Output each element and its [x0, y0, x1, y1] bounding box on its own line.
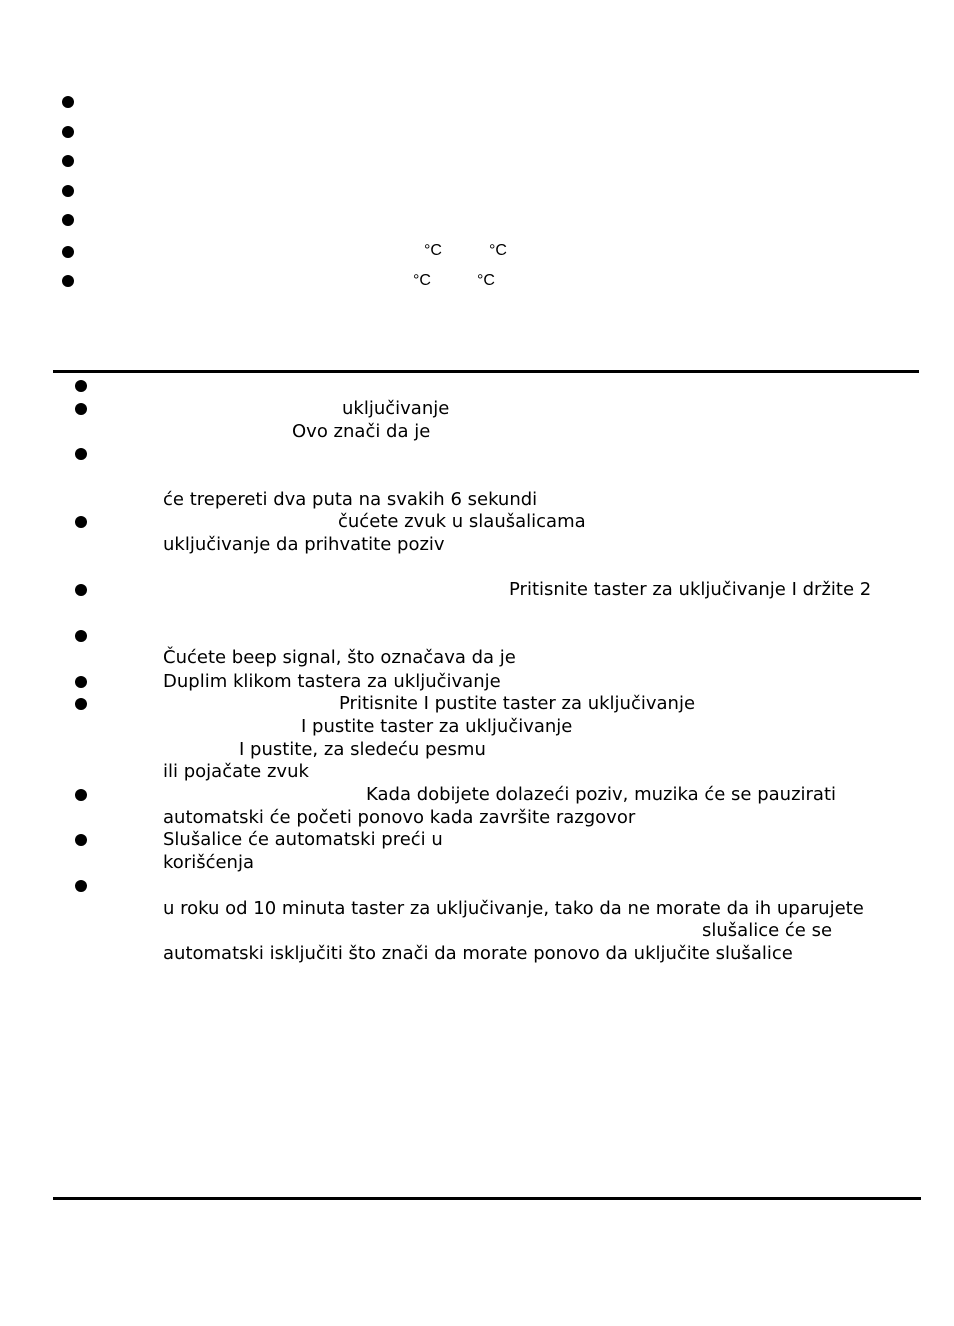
spec-bullet-3	[62, 155, 74, 167]
instruction-bullet-8	[75, 698, 87, 710]
instruction-3-line-2: će trepereti dva puta na svakih 6 sekundi	[163, 489, 538, 510]
instruction-5-line-1: Pritisnite taster za uključivanje I držite 2	[509, 579, 872, 600]
instruction-8-line-1: Pritisnite I pustite taster za uključivanje	[339, 693, 696, 714]
instruction-2-line-2: Ovo znači da je	[292, 421, 431, 442]
instruction-8-line-4: ili pojačate zvuk	[163, 761, 309, 782]
instruction-4-line-1: čućete zvuk u slaušalicama	[338, 511, 586, 532]
section-divider-top	[53, 370, 919, 373]
instruction-7-line-1: Duplim klikom tastera za uključivanje	[163, 671, 501, 692]
spec-row6-unit-b: °C	[489, 242, 507, 259]
spec-bullet-7	[62, 275, 74, 287]
spec-bullet-2	[62, 126, 74, 138]
spec-row7-unit-b: °C	[477, 272, 495, 289]
instruction-bullet-6	[75, 630, 87, 642]
instruction-8-line-2: I pustite taster za uključivanje	[301, 716, 573, 737]
instruction-bullet-3	[75, 448, 87, 460]
instruction-11-line-4: automatski isključiti što znači da morate ponovo da uključite slušalice	[163, 943, 793, 964]
instruction-6-line-2: Čućete beep signal, što označava da je	[163, 647, 516, 668]
instruction-8-line-3: I pustite, za sledeću pesmu	[239, 739, 486, 760]
instruction-11-line-3: slušalice će se	[702, 920, 833, 941]
spec-bullet-6	[62, 246, 74, 258]
instruction-bullet-5	[75, 584, 87, 596]
spec-bullet-1	[62, 96, 74, 108]
instruction-bullet-9	[75, 789, 87, 801]
instruction-10-line-2: korišćenja	[163, 852, 254, 873]
instruction-bullet-11	[75, 880, 87, 892]
instruction-11-line-2: u roku od 10 minuta taster za uključivanje, tako da ne morate da ih uparujete	[163, 898, 864, 919]
spec-bullet-4	[62, 185, 74, 197]
instruction-2-line-1: uključivanje	[342, 398, 450, 419]
instruction-bullet-4	[75, 516, 87, 528]
instruction-9-line-2: automatski će početi ponovo kada završite razgovor	[163, 807, 636, 828]
instruction-9-line-1: Kada dobijete dolazeći poziv, muzika će se pauzirati	[366, 784, 837, 805]
instruction-4-line-2: uključivanje da prihvatite poziv	[163, 534, 445, 555]
instruction-bullet-1	[75, 380, 87, 392]
instruction-bullet-10	[75, 834, 87, 846]
section-divider-bottom	[53, 1197, 921, 1200]
instruction-bullet-7	[75, 676, 87, 688]
instruction-bullet-2	[75, 403, 87, 415]
spec-row7-unit-a: °C	[413, 272, 431, 289]
spec-row6-unit-a: °C	[424, 242, 442, 259]
spec-bullet-5	[62, 214, 74, 226]
instruction-10-line-1: Slušalice će automatski preći u	[163, 829, 443, 850]
